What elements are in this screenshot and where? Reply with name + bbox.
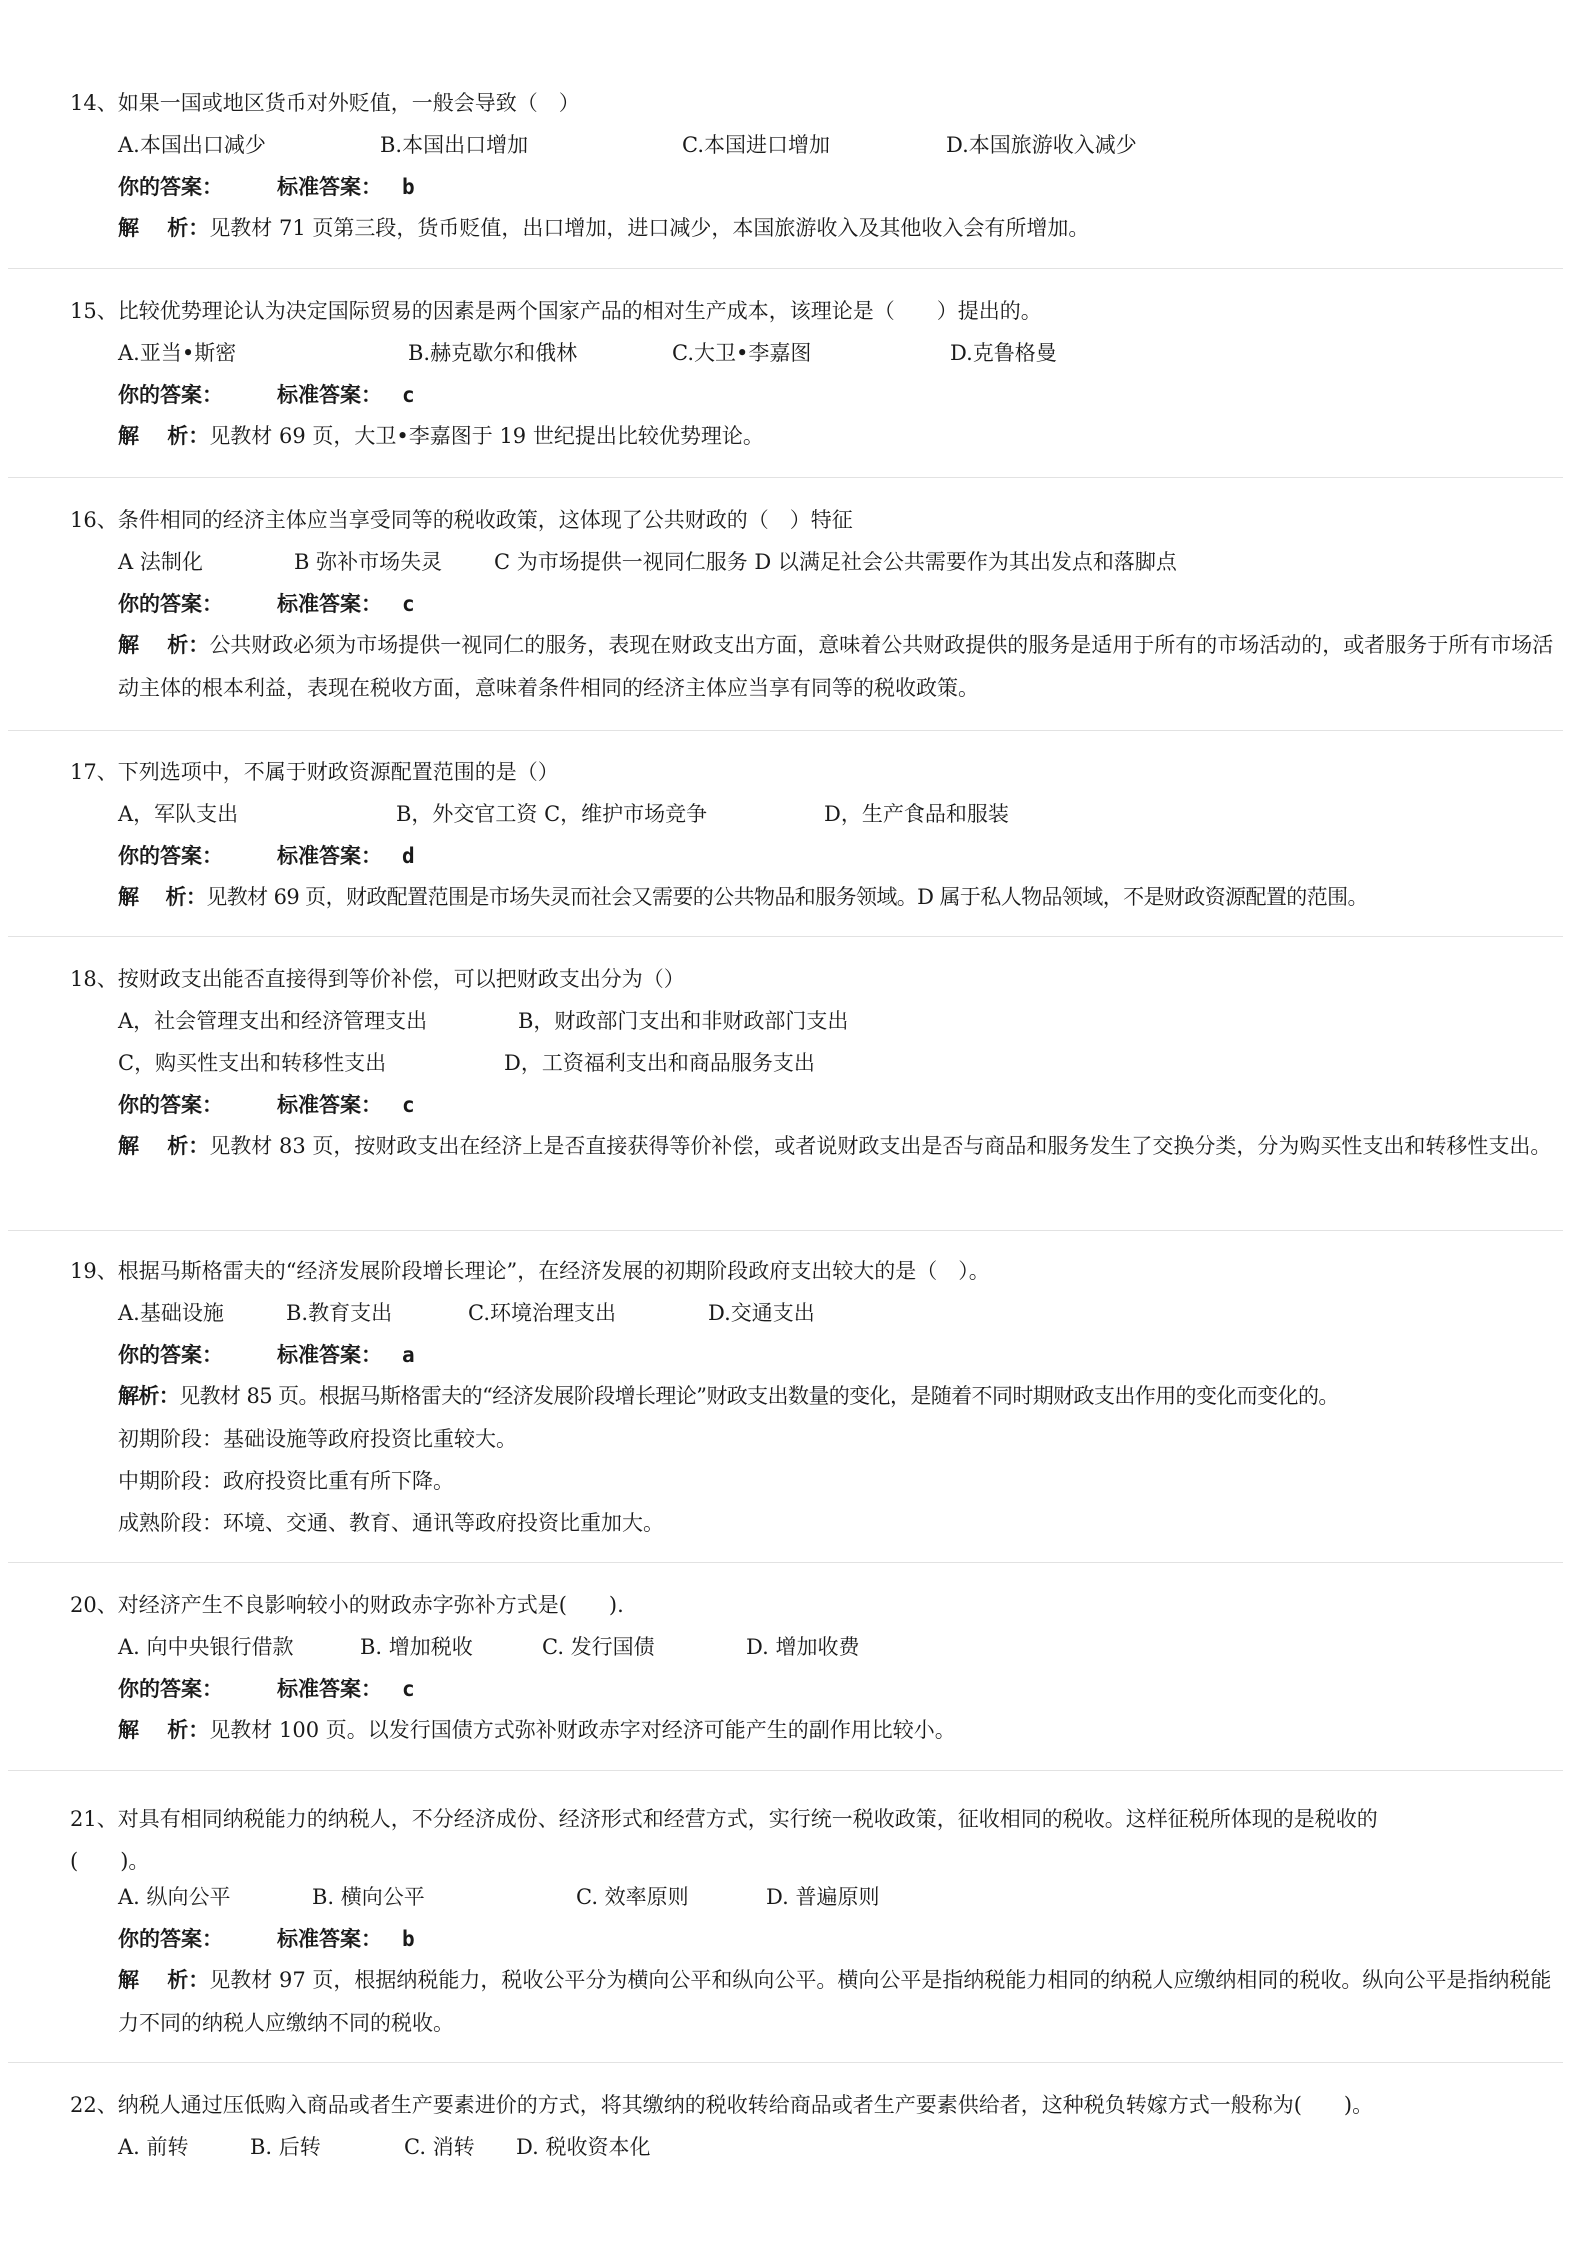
answer-row <box>118 1340 223 1370</box>
standard-answer-label: 标准答案： <box>277 1677 382 1701</box>
answer-row <box>118 172 223 202</box>
your-answer-label: 你的答案： <box>118 383 223 407</box>
standard-answer-label: 标准答案： <box>277 1343 382 1367</box>
question-title-line-2: ( )。 <box>70 1849 150 1873</box>
question-title: 14、如果一国或地区货币对外贬值，一般会导致（ ） <box>70 91 580 115</box>
explanation <box>118 207 1568 250</box>
divider <box>8 477 1563 478</box>
question-title: 16、条件相同的经济主体应当享受同等的税收政策，这体现了公共财政的（ ）特征 <box>70 508 853 532</box>
explanation <box>118 1125 1568 1168</box>
option-a: A，社会管理支出和经济管理支出 <box>118 1009 428 1033</box>
explanation <box>118 1959 1568 2045</box>
answer-row <box>118 1924 223 1954</box>
divider <box>8 2062 1563 2063</box>
option-d: D. 税收资本化 <box>516 2135 651 2159</box>
option-c: C.环境治理支出 <box>468 1301 616 1325</box>
explanation-text: 见教材 85 页。根据马斯格雷夫的“经济发展阶段增长理论”财政支出数量的变化，是随着不同时期财政支出作用的变化而变化的。 <box>179 1384 1339 1408</box>
option-d: D，工资福利支出和商品服务支出 <box>504 1051 815 1075</box>
option-d: D.交通支出 <box>708 1301 815 1325</box>
question-title <box>70 1798 1560 1882</box>
explanation-text: 见教材 83 页，按财政支出在经济上是否直接获得等价补偿，或者说财政支出是否与商品和服务发生了交换分类，分为购买性支出和转移性支出。 <box>209 1134 1552 1158</box>
answer-row <box>118 841 223 871</box>
question-title: 19、根据马斯格雷夫的“经济发展阶段增长理论”，在经济发展的初期阶段政府支出较大的是（ ）。 <box>70 1259 990 1283</box>
answer-row <box>118 1090 223 1120</box>
explanation-label: 解 析： <box>118 424 210 448</box>
your-answer-label: 你的答案： <box>118 844 223 868</box>
explanation-text: 见教材 69 页，财政配置范围是市场失灵而社会又需要的公共物品和服务领域。D 属于私人物品领域，不是财政资源配置的范围。 <box>206 885 1368 909</box>
standard-answer-value: c <box>402 1093 415 1117</box>
your-answer-label: 你的答案： <box>118 592 223 616</box>
explanation <box>118 1709 1568 1752</box>
option-b: B. 增加税收 <box>360 1635 473 1659</box>
option-d: D，生产食品和服装 <box>824 802 1009 826</box>
explanation-text: 公共财政必须为市场提供一视同仁的服务，表现在财政支出方面，意味着公共财政提供的服务是适用于所有的市场活动的，或者服务于所有市场活动主体的根本利益，表现在税收方面，意味着条件相同的经济主体应当享有同等的税收政策。 <box>118 633 1554 700</box>
question-title-line-1: 21、对具有相同纳税能力的纳税人，不分经济成份、经济形式和经营方式，实行统一税收政策，征收相同的税收。这样征税所体现的是税收的 <box>70 1807 1378 1831</box>
explanation <box>118 624 1568 710</box>
divider <box>8 1770 1563 1771</box>
explanation <box>118 1375 1588 1418</box>
standard-answer-value: c <box>402 383 415 407</box>
standard-answer-label: 标准答案： <box>277 1093 382 1117</box>
explanation <box>118 876 1588 919</box>
option-b: B.赫克歇尔和俄林 <box>408 341 578 365</box>
option-c: C. 消转 <box>404 2135 475 2159</box>
explanation-label: 解 析： <box>118 1718 210 1742</box>
standard-answer-label: 标准答案： <box>277 175 382 199</box>
question-title: 17、下列选项中，不属于财政资源配置范围的是（） <box>70 760 559 784</box>
explanation-label: 解析： <box>118 1384 180 1408</box>
standard-answer-label: 标准答案： <box>277 1927 382 1951</box>
your-answer-label: 你的答案： <box>118 1677 223 1701</box>
explanation-label: 解 析： <box>118 885 207 909</box>
divider <box>8 268 1563 269</box>
your-answer-label: 你的答案： <box>118 1093 223 1117</box>
option-b: B 弥补市场失灵 <box>294 550 443 574</box>
explanation-text: 见教材 97 页，根据纳税能力，税收公平分为横向公平和纵向公平。横向公平是指纳税能力相同的纳税人应缴纳相同的税收。纵向公平是指纳税能力不同的纳税人应缴纳不同的税收。 <box>118 1968 1552 2035</box>
divider <box>8 936 1563 937</box>
option-d: D.克鲁格曼 <box>950 341 1057 365</box>
explanation-text: 见教材 71 页第三段，货币贬值，出口增加，进口减少，本国旅游收入及其他收入会有所增加。 <box>209 216 1090 240</box>
answer-row <box>118 1674 223 1704</box>
option-a: A.本国出口减少 <box>118 133 266 157</box>
option-d: D. 增加收费 <box>746 1635 860 1659</box>
option-b: B.教育支出 <box>286 1301 393 1325</box>
explanation-label: 解 析： <box>118 633 210 657</box>
standard-answer-value: b <box>402 175 415 199</box>
standard-answer-value: c <box>402 1677 415 1701</box>
question-title: 18、按财政支出能否直接得到等价补偿，可以把财政支出分为（） <box>70 967 685 991</box>
option-c: C，购买性支出和转移性支出 <box>118 1051 387 1075</box>
standard-answer-value: a <box>402 1343 415 1367</box>
explanation-label: 解 析： <box>118 1968 210 1992</box>
your-answer-label: 你的答案： <box>118 1927 223 1951</box>
option-a: A 法制化 <box>118 550 203 574</box>
option-d: D.本国旅游收入减少 <box>946 133 1137 157</box>
option-b: B. 后转 <box>250 2135 321 2159</box>
explanation-text: 见教材 100 页。以发行国债方式弥补财政赤字对经济可能产生的副作用比较小。 <box>209 1718 956 1742</box>
stage-early: 初期阶段：基础设施等政府投资比重较大。 <box>118 1427 517 1451</box>
divider <box>8 1230 1563 1231</box>
explanation-label: 解 析： <box>118 1134 210 1158</box>
divider <box>8 730 1563 731</box>
your-answer-label: 你的答案： <box>118 175 223 199</box>
question-title: 15、比较优势理论认为决定国际贸易的因素是两个国家产品的相对生产成本，该理论是（ ）提出的。 <box>70 299 1042 323</box>
option-a: A.亚当•斯密 <box>118 341 237 365</box>
option-a: A. 纵向公平 <box>118 1885 231 1909</box>
option-b: B.本国出口增加 <box>380 133 529 157</box>
option-c: C.大卫•李嘉图 <box>672 341 812 365</box>
standard-answer-value: c <box>402 592 415 616</box>
explanation <box>118 415 1568 458</box>
standard-answer-value: d <box>402 844 415 868</box>
answer-row <box>118 589 223 619</box>
standard-answer-label: 标准答案： <box>277 383 382 407</box>
option-b-c: B，外交官工资 C，维护市场竞争 <box>396 802 708 826</box>
answer-row <box>118 380 223 410</box>
option-c: C. 效率原则 <box>576 1885 689 1909</box>
option-a: A.基础设施 <box>118 1301 224 1325</box>
explanation-text: 见教材 69 页，大卫•李嘉图于 19 世纪提出比较优势理论。 <box>209 424 764 448</box>
standard-answer-value: b <box>402 1927 415 1951</box>
option-c: C.本国进口增加 <box>682 133 830 157</box>
standard-answer-label: 标准答案： <box>277 844 382 868</box>
option-a: A. 向中央银行借款 <box>118 1635 294 1659</box>
question-title: 22、纳税人通过压低购入商品或者生产要素进价的方式，将其缴纳的税收转给商品或者生产要素供给者，这种税负转嫁方式一般称为( )。 <box>70 2093 1374 2117</box>
option-d: D. 普遍原则 <box>766 1885 880 1909</box>
divider <box>8 1562 1563 1563</box>
option-b: B，财政部门支出和非财政部门支出 <box>518 1009 849 1033</box>
your-answer-label: 你的答案： <box>118 1343 223 1367</box>
standard-answer-label: 标准答案： <box>277 592 382 616</box>
option-a: A. 前转 <box>118 2135 189 2159</box>
option-c-d: C 为市场提供一视同仁服务 D 以满足社会公共需要作为其出发点和落脚点 <box>494 550 1177 574</box>
explanation-label: 解 析： <box>118 216 210 240</box>
stage-middle: 中期阶段：政府投资比重有所下降。 <box>118 1469 454 1493</box>
question-title: 20、对经济产生不良影响较小的财政赤字弥补方式是( ). <box>70 1593 624 1617</box>
option-c: C. 发行国债 <box>542 1635 655 1659</box>
option-b: B. 横向公平 <box>312 1885 425 1909</box>
stage-mature: 成熟阶段：环境、交通、教育、通讯等政府投资比重加大。 <box>118 1511 664 1535</box>
option-a: A，军队支出 <box>118 802 239 826</box>
